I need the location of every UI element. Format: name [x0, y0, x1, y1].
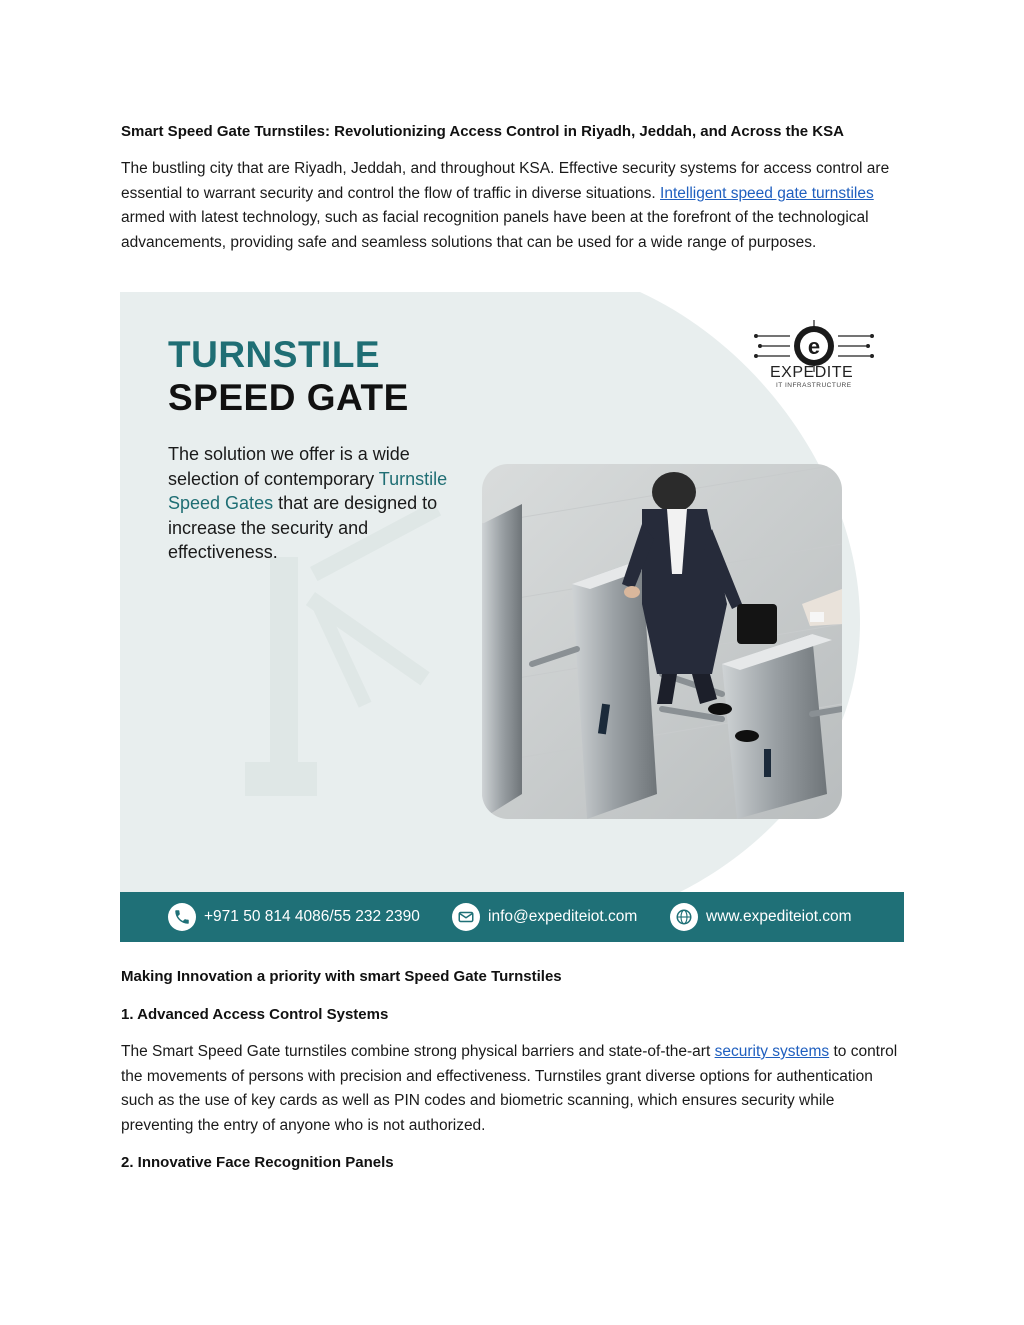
subheading-2: 2. Innovative Face Recognition Panels [121, 1154, 394, 1171]
turnstile-photo-image [482, 464, 842, 819]
globe-icon [670, 903, 698, 931]
intelligent-turnstiles-link[interactable]: Intelligent speed gate turnstiles [660, 184, 874, 202]
turnstile-photo [482, 464, 842, 819]
email-contact[interactable] [452, 902, 637, 932]
email-address: info@expediteiot.com [488, 908, 638, 925]
section-heading: Making Innovation a priority with smart Speed Gate Turnstiles [121, 968, 562, 985]
promo-banner [120, 292, 904, 942]
website-url: www.expediteiot.com [706, 908, 852, 925]
banner-highlight: Turnstile Speed Gates [168, 468, 448, 513]
sub1-text-2: to control the movements of persons with precision and effectiveness. Turnstiles grant diverse options for authentication such as the use of key cards as well as PIN codes and biometric scanning, which ensures security while preventing the entry of anyone who is not authorized. [121, 1043, 898, 1134]
banner-text-2: that are designed to increase the security and effectiveness. [168, 493, 438, 562]
banner-title-line2: SPEED GATE [168, 377, 409, 418]
email-icon [452, 903, 480, 931]
website-contact[interactable] [670, 902, 852, 932]
intro-text-1: The bustling city that are Riyadh, Jeddah, and throughout KSA. Effective security systems for access control are essential to warrant security and control the flow of traffic in diverse situations. [121, 160, 890, 202]
sub1-text-1: The Smart Speed Gate turnstiles combine strong physical barriers and state-of-the-art [121, 1043, 715, 1060]
phone-icon [168, 903, 196, 931]
phone-number: +971 50 814 4086/55 232 2390 [204, 908, 420, 925]
logo-subtitle: IT INFRASTRUCTURE [776, 382, 852, 389]
article-title: Smart Speed Gate Turnstiles: Revolutionizing Access Control in Riyadh, Jeddah, and Across the KSA [121, 123, 844, 140]
contact-bar [120, 892, 904, 942]
intro-text-2: armed with latest technology, such as facial recognition panels have been at the forefront of the technological advancements, providing safe and seamless solutions that can be used for a wide range of purposes. [121, 209, 869, 251]
access-control-paragraph [121, 1040, 906, 1138]
security-systems-link[interactable]: security systems [714, 1043, 830, 1060]
svg-text:e: e [807, 334, 821, 359]
logo-name: EXPEDITE [770, 364, 854, 381]
intro-paragraph [121, 157, 906, 255]
subheading-1: 1. Advanced Access Control Systems [121, 1006, 389, 1023]
banner-description [168, 442, 468, 565]
phone-contact[interactable] [168, 902, 420, 932]
banner-text-1: The solution we offer is a wide selection of contemporary [168, 444, 410, 489]
banner-title-line1: TURNSTILE [168, 334, 381, 375]
